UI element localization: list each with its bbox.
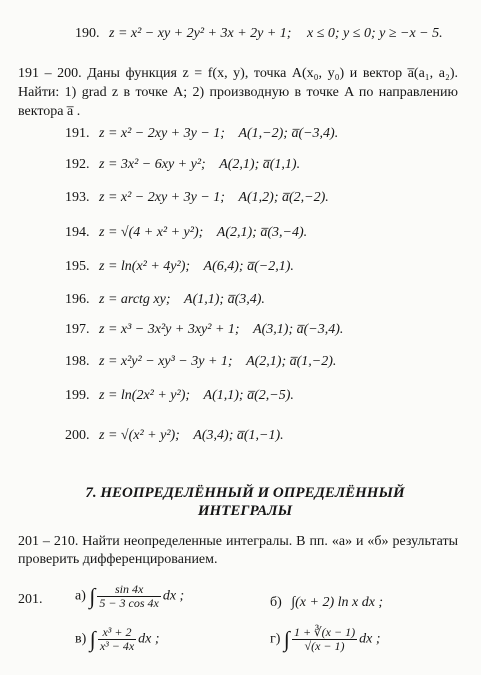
numerator: 1 + ∛(x − 1): [293, 625, 356, 639]
numerator: sin 4x: [97, 583, 160, 597]
function-expression: z = √(x² + y²);: [99, 428, 180, 443]
integral-g: [270, 626, 381, 653]
point-vector: A(1,−2); a̅(−3,4).: [238, 126, 339, 141]
function-expression: z = x² − 2xy + 3y − 1;: [99, 126, 225, 141]
differential: dx ;: [138, 631, 160, 647]
integral-sign: ∫: [283, 626, 290, 652]
fraction: [292, 626, 357, 653]
problem-number: 199.: [65, 388, 90, 403]
problem-item: [65, 190, 329, 206]
problem-number: 194.: [65, 225, 90, 240]
denominator: √(x − 1): [304, 639, 345, 653]
problem-number: 192.: [65, 157, 90, 172]
integral-a: [75, 583, 184, 610]
function-expression: z = arctg xy;: [99, 292, 171, 307]
problem-item: [65, 292, 265, 308]
problem-number: 201.: [18, 592, 43, 607]
problem-number: 195.: [65, 259, 90, 274]
problem-number: 196.: [65, 292, 90, 307]
problem-item: [65, 428, 284, 444]
problem-item: [65, 126, 338, 142]
problem-number: 190.: [75, 26, 100, 41]
task-statement: 201 – 210. Найти неопределенные интегралы. В пп. «а» и «б» результаты проверить дифференцированием.: [18, 534, 458, 567]
function-expression: z = x²y² − xy³ − 3y + 1;: [99, 354, 233, 369]
point-vector: A(6,4); a̅(−2,1).: [203, 259, 294, 274]
problem-item: [65, 259, 294, 275]
function-expression: z = √(4 + x² + y²);: [99, 225, 204, 240]
domain-conditions: x ≤ 0; y ≤ 0; y ≥ −x − 5.: [306, 26, 443, 41]
problem-190: [75, 26, 443, 42]
problem-number: 191.: [65, 126, 90, 141]
item-label: б): [270, 595, 282, 610]
differential: dx ;: [359, 631, 381, 647]
point-vector: A(2,1); a̅(1,−2).: [246, 354, 337, 369]
problem-number: 198.: [65, 354, 90, 369]
problem-item: [65, 322, 343, 338]
function-expression: z = 3x² − 6xy + y²;: [99, 157, 206, 172]
problem-item: [65, 157, 300, 173]
point-vector: A(1,1); a̅(3,4).: [184, 292, 265, 307]
item-label: в): [75, 631, 87, 647]
integral-v: [75, 626, 160, 653]
integral-sign: ∫: [89, 583, 96, 609]
function-expression: z = x² − xy + 2y² + 3x + 2y + 1;: [109, 26, 292, 41]
problem-statement: 191 – 200. Даны функция z = f(x, y), точка A(x₀, y₀) и вектор a̅(a₁, a₂). Найти: 1) grad z в точке A; 2) производную в точке A по направлению вектора a̅ .: [18, 66, 458, 119]
point-vector: A(2,1); a̅(3,−4).: [216, 225, 308, 240]
problem-item: [65, 354, 336, 370]
integral-expression: ∫(x + 2) ln x dx ;: [291, 595, 384, 610]
item-label: а): [75, 588, 86, 604]
problem-number: 197.: [65, 322, 90, 337]
denominator: x³ − 4x: [99, 639, 135, 653]
point-vector: A(2,1); a̅(1,1).: [219, 157, 301, 172]
item-label: г): [270, 631, 281, 647]
differential: dx ;: [162, 588, 185, 604]
function-expression: z = ln(2x² + y²);: [99, 388, 191, 403]
integral-b: [270, 595, 383, 611]
numerator: x³ + 2: [98, 626, 136, 640]
fraction: [98, 626, 136, 653]
integral-sign: ∫: [89, 626, 96, 652]
problem-number: 200.: [65, 428, 90, 443]
section-heading: 7. НЕОПРЕДЕЛЁННЫЙ И ОПРЕДЕЛЁННЫЙ ИНТЕГРАЛЫ: [85, 485, 405, 519]
point-vector: A(1,2); a̅(2,−2).: [238, 190, 329, 205]
point-vector: A(3,1); a̅(−3,4).: [253, 322, 344, 337]
function-expression: z = x² − 2xy + 3y − 1;: [99, 190, 225, 205]
fraction: [97, 583, 160, 610]
problem-number: 193.: [65, 190, 90, 205]
problem-item: [65, 225, 307, 241]
point-vector: A(3,4); a̅(1,−1).: [193, 428, 284, 443]
function-expression: z = x³ − 3x²y + 3xy² + 1;: [99, 322, 240, 337]
problem-item: [65, 388, 294, 404]
point-vector: A(1,1); a̅(2,−5).: [203, 388, 294, 403]
function-expression: z = ln(x² + 4y²);: [99, 259, 191, 274]
denominator: 5 − 3 cos 4x: [99, 596, 159, 610]
